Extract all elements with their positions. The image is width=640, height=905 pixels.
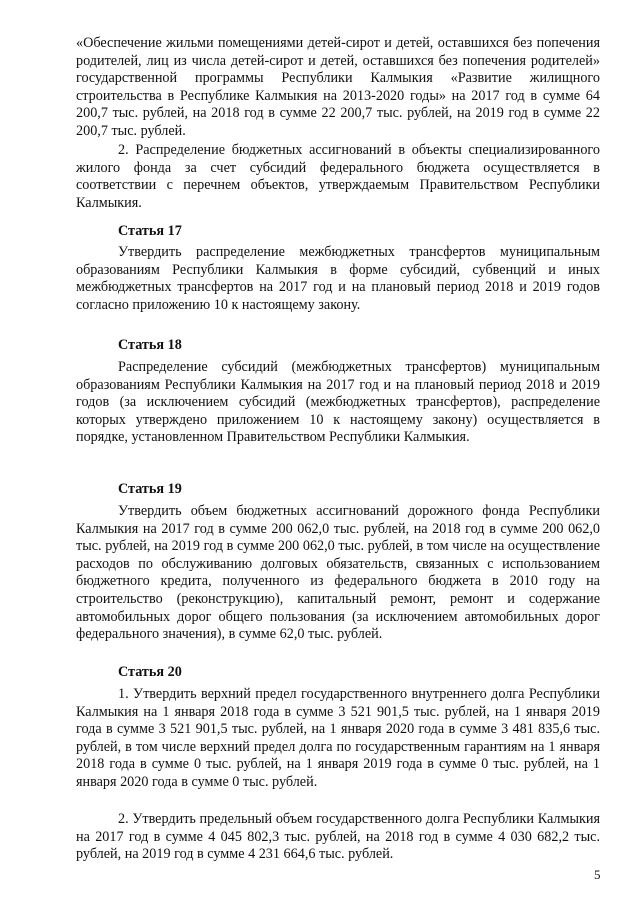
paragraph-item-2: 2. Распределение бюджетных ассигнований в объекты специализированного жилого фонда за счет субсидий федерального бюджета осуществляется в соответствии с перечнем объектов, утверждаемым Правительством Республики Калмыкия. bbox=[76, 142, 600, 211]
article-20-item-1: 1. Утвердить верхний предел государственного внутреннего долга Республики Калмыкия на 1 января 2018 года в сумме 3 521 901,5 тыс. рублей, на 1 января 2019 года в сумме 3 521 901,5 тыс. рублей, на 1 января 2020 года в сумме 3 481 835,6 тыс. рублей, в том числе верхний предел долга по государственным гарантиям на 1 января 2018 года в сумме 0 тыс. рублей, на 1 января 2019 года в сумме 0 тыс. рублей, на 1 января 2020 года в сумме 0 тыс. рублей. bbox=[76, 686, 600, 790]
article-18-text: Распределение субсидий (межбюджетных трансфертов) муниципальным образованиям Республики Калмыкия на 2017 год и на плановый период 2018 и 2019 годов (за исключением субсидий (межбюджетных трансфертов), распределение которых утверждено приложением 10 к настоящему закону) осуществляется в порядке, установленном Правительством Республики Калмыкия. bbox=[76, 359, 600, 446]
paragraph-continuation: «Обеспечение жильми помещениями детей-сирот и детей, оставшихся без попечения родителей, лиц из числа детей-сирот и детей, оставшихся без попечения родителей» государственной программы Республики Калмыкия «Развитие жилищного строительства в Республике Калмыкия на 2013-2020 годы» на 2017 год в сумме 64 200,7 тыс. рублей, на 2018 год в сумме 22 200,7 тыс. рублей, на 2019 год в сумме 22 200,7 тыс. рублей. bbox=[76, 35, 600, 139]
article-17-text: Утвердить распределение межбюджетных трансфертов муниципальным образованиям Республики Калмыкия в форме субсидий, субвенций и иных межбюджетных трансфертов на 2017 год и на плановый период 2018 и 2019 годов согласно приложению 10 к настоящему закону. bbox=[76, 244, 600, 313]
article-19-text: Утвердить объем бюджетных ассигнований дорожного фонда Республики Калмыкия на 2017 год в сумме 200 062,0 тыс. рублей, на 2018 год в сумме 200 062,0 тыс. рублей, на 2019 год в сумме 200 062,0 тыс. рублей, в том числе на осуществление расходов по обслуживанию долговых обязательств, связанных с использованием бюджетного кредита, полученного из федерального бюджета в 2010 году на строительство (реконструкцию), капитальный ремонт, ремонт и содержание автомобильных дорог общего пользования (за исключением автомобильных дорог федерального значения), в сумме 62,0 тыс. рублей. bbox=[76, 503, 600, 643]
article-20-title: Статья 20 bbox=[118, 664, 182, 680]
article-19-title: Статья 19 bbox=[118, 481, 182, 497]
article-20-item-2: 2. Утвердить предельный объем государственного долга Республики Калмыкия на 2017 год в сумме 4 045 802,3 тыс. рублей, на 2018 год в сумме 4 030 682,2 тыс. рублей, на 2019 год в сумме 4 231 664,6 тыс. рублей. bbox=[76, 811, 600, 863]
article-17-title: Статья 17 bbox=[118, 223, 182, 239]
page-number: 5 bbox=[594, 867, 601, 882]
article-18-title: Статья 18 bbox=[118, 337, 182, 353]
